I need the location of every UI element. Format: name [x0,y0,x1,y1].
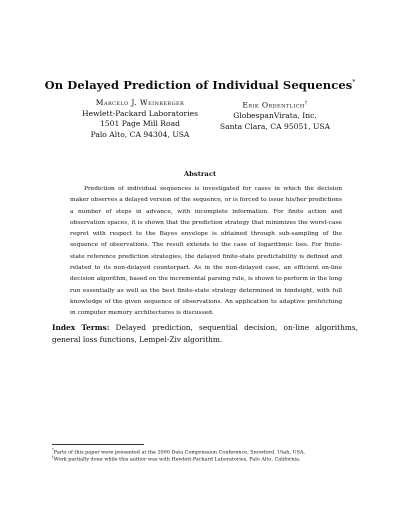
title-text: On Delayed Prediction of Individual Sequences [44,78,353,92]
abstract-body: Prediction of individual sequences is investigated for cases in which the decision maker observes a delayed version of the sequence, or is forced to issue his/her predictions a number of steps in advance, with incomplete information. For finite action and observation spaces, it is shown that the prediction strategy that minimizes the worst-case regret with respect to the Bayes envelope is obtained through sub-sampling of the sequence of observations. The result extends to the case of logarithmic loss. For finite-state reference prediction strategies, the delayed finite-state predictability is defined and related to its non-delayed counterpart. As in the non-delayed case, an efficient on-line decision algorithm, based on the incremental parsing rule, is shown to perform in the long run essentially as well as the best finite-state strategy determined in hindsight, with full knowledge of the given sequence of observations. An application to adaptive prefetching in computer memory architectures is discussed. [70,186,342,317]
author-affiliation-line: GlobespanVirata, Inc. [233,111,317,121]
author-affiliation-line: Hewlett-Packard Laboratories [81,108,199,118]
author-affiliation-line: Santa Clara, CA 95051, USA [219,121,331,131]
footnote-text: Parts of this paper were presented at the 2000 Data Compression Conference, Snowbird, Utah, USA. [53,449,306,456]
index-terms-label: Index Terms: [52,323,110,332]
author-name: Erik Ordentlich† [242,100,308,110]
index-terms-text: Delayed prediction, sequential decision, on-line algorithms, general loss functions, Lempel-Ziv algorithm. [52,323,358,344]
author-block-2 [200,98,350,132]
footnote-2 [52,454,362,464]
author-footnote-mark: † [304,100,308,106]
footnote-text: Work partially done while this author was with Hewlett-Packard Laboratories, Palo Alto, California. [53,456,301,463]
footnote-rule [52,444,144,445]
author-block-1 [70,98,210,140]
abstract-heading: Abstract [183,170,217,178]
footnote-mark: * [52,448,54,452]
author-affiliation-line: 1501 Page Mill Road [100,119,180,128]
author-name: Marcelo J. Weinberger [95,98,185,107]
footnote-mark: † [52,455,54,459]
paper-title [40,78,360,92]
index-terms [52,322,358,345]
author-affiliation-line: Palo Alto, CA 94304, USA [90,129,190,139]
title-footnote-mark: * [352,79,356,87]
